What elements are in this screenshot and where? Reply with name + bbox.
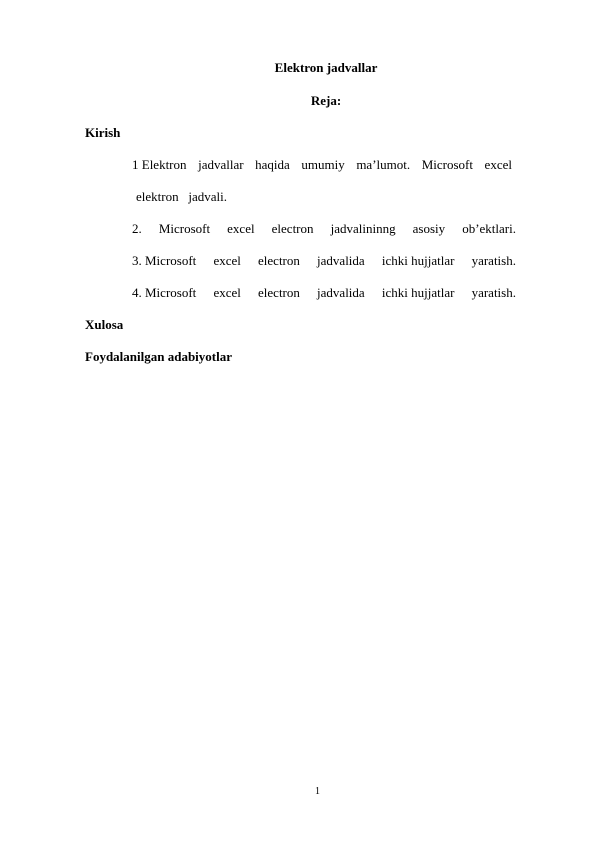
plan-item-1-word: Microsoft [421, 157, 473, 172]
plan-item-3 [132, 253, 516, 269]
plan-item-4-word: 4. Microsoft [132, 285, 197, 300]
plan-item-1-continuation: elektron jadvali. [136, 189, 227, 204]
references-heading: Foydalanilgan adabiyotlar [85, 349, 232, 364]
plan-item-4-word: ichki hujjatlar [381, 285, 455, 300]
plan-item-1-word: umumiy [301, 157, 345, 172]
intro-heading: Kirish [85, 125, 121, 140]
plan-item-3-word: jadvalida [317, 253, 365, 268]
plan-item-2-word: excel [227, 221, 255, 236]
plan-heading: Reja: [310, 93, 342, 108]
plan-item-3-word: electron [258, 253, 300, 268]
document-title: Elektron jadvallar [274, 60, 378, 75]
plan-item-4-word: yaratish. [471, 285, 516, 300]
plan-item-4-word: excel [213, 285, 241, 300]
plan-item-2-word: Microsoft [158, 221, 211, 236]
page-number: 1 [315, 786, 320, 797]
plan-item-3-word: yaratish. [471, 253, 516, 268]
plan-item-2-word: 2. [132, 221, 142, 236]
plan-item-3-word: 3. Microsoft [132, 253, 197, 268]
plan-item-3-word: excel [213, 253, 241, 268]
plan-item-2 [132, 221, 516, 237]
plan-item-4-word: jadvalida [317, 285, 365, 300]
plan-item-2-word: electron [271, 221, 314, 236]
plan-item-1-word: ma’lumot. [356, 157, 411, 172]
plan-item-4-word: electron [258, 285, 300, 300]
plan-item-2-word: ob’ektlari. [462, 221, 516, 236]
plan-item-3-word: ichki hujjatlar [381, 253, 455, 268]
plan-item-2-word: asosiy [412, 221, 446, 236]
conclusion-heading: Xulosa [85, 317, 124, 332]
plan-item-1-word: haqida [255, 157, 290, 172]
plan-item-1-word: jadvallar [198, 157, 244, 172]
plan-item-1-word: 1 Elektron [132, 157, 187, 172]
plan-item-2-word: jadvalininng [330, 221, 396, 236]
plan-item-4 [132, 285, 516, 301]
plan-item-1-word: excel [484, 157, 512, 172]
plan-item-1 [132, 157, 512, 173]
